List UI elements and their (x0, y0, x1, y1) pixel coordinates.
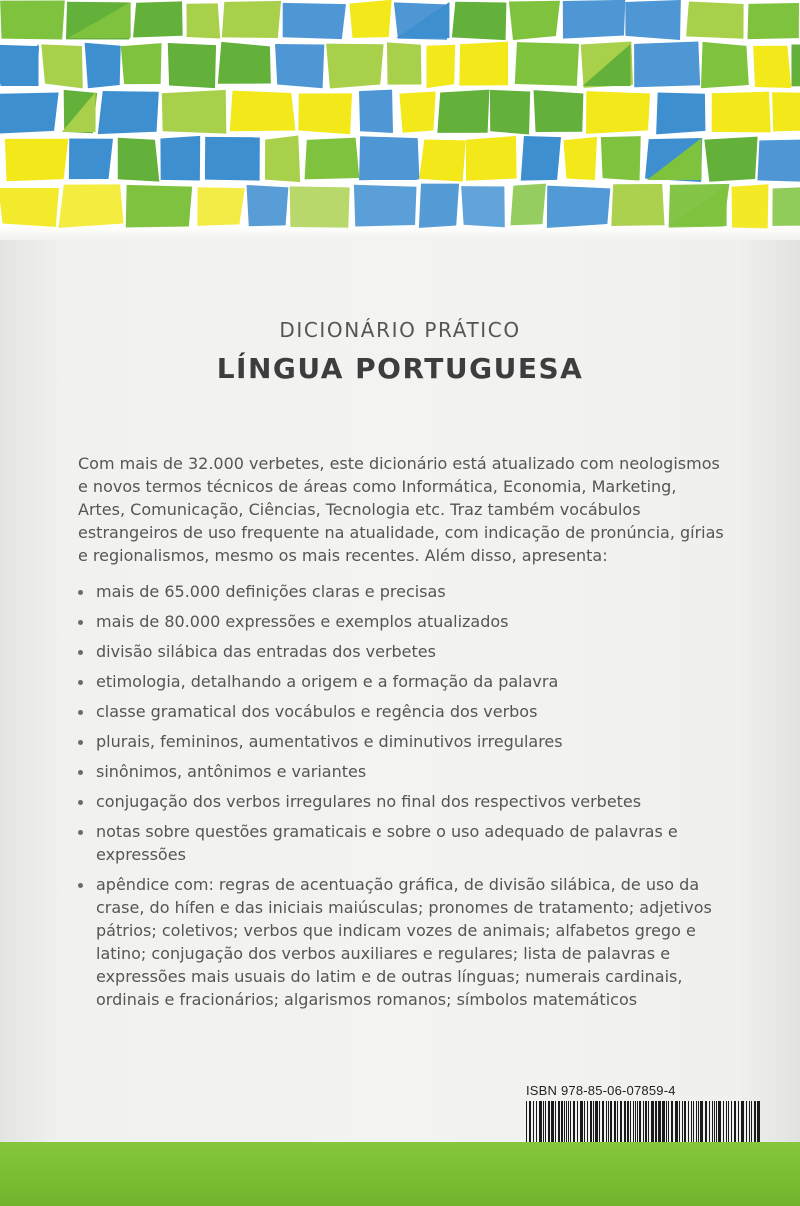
mosaic-tile (197, 187, 245, 226)
bottom-color-band (0, 1142, 800, 1206)
mosaic-tile (490, 90, 530, 135)
mosaic-tile (326, 44, 383, 89)
intro-paragraph: Com mais de 32.000 verbetes, este dicionário está atualizado com neologismos e novos termos técnicos de áreas como Informática, Economia, Marketing, Artes, Comunicação, Ciências, Tecnologia etc. Traz também vocábulos estrangeiros de uso frequente na atualidade, com indicação de pronúncia, gírias e regionalismos, mesmo os mais recentes. Além disso, apresenta: (78, 454, 724, 565)
mosaic-tile (753, 46, 791, 88)
mosaic-tile (563, 0, 626, 39)
mosaic-tile (85, 43, 121, 89)
mosaic-tile (160, 136, 200, 181)
mosaic-tile (186, 3, 220, 38)
features-list (78, 580, 718, 1018)
mosaic-tile (205, 137, 260, 181)
feature-item: apêndice com: regras de acentuação gráfica, de divisão silábica, de uso da crase, do hífen e das iniciais maiúsculas; pronomes de tratamento; adjetivos pátrios; coletivos; verbos que indicam vozes de animais; alfabetos grego e latino; conjugação dos verbos auxiliares e regulares; lista de palavras e expressões mais usuais do latim e de outras línguas; numerais cardinais, ordinais e fracionários; algarismos romanos; símbolos matemáticos (78, 873, 718, 1011)
feature-item: notas sobre questões gramaticais e sobre o uso adequado de palavras e expressões (78, 820, 718, 866)
mosaic-tile (459, 42, 508, 86)
mosaic-tile (466, 136, 517, 181)
mosaic-tile (772, 187, 800, 226)
mosaic-tile (168, 43, 216, 88)
barcode-block (524, 1083, 762, 1143)
feature-item: plurais, femininos, aumentativos e diminutivos irregulares (78, 730, 718, 753)
mosaic-tile (686, 1, 743, 38)
mosaic-tile (121, 43, 162, 84)
mosaic-tile (126, 185, 192, 228)
mosaic-tile (218, 42, 271, 84)
mosaic-tile (563, 137, 597, 180)
mosaic-tile (283, 3, 346, 39)
mosaic-tile (461, 186, 505, 227)
mosaic-tile (704, 137, 757, 182)
feature-item: sinônimos, antônimos e variantes (78, 760, 718, 783)
mosaic-tile (419, 140, 466, 182)
mosaic-tile (0, 188, 59, 227)
mosaic-tile (601, 136, 641, 180)
mosaic-tile (747, 3, 798, 39)
mosaic-tile (510, 184, 546, 226)
mosaic-tile (712, 92, 771, 133)
mosaic-pattern (0, 0, 800, 240)
mosaic-tile (772, 92, 800, 131)
mosaic-tile (427, 45, 456, 88)
mosaic-tile (298, 93, 352, 134)
mosaic-tile (354, 185, 417, 227)
mosaic-tile (247, 185, 289, 226)
mosaic-fade (0, 226, 800, 240)
mosaic-tile (98, 91, 159, 134)
mosaic-tile (547, 186, 610, 228)
mosaic-tile (656, 93, 705, 135)
mosaic-tile (0, 0, 65, 39)
mosaic-tile (419, 184, 459, 228)
mosaic-tile (58, 184, 123, 228)
feature-item: mais de 65.000 definições claras e precisas (78, 580, 718, 603)
mosaic-tile (534, 90, 584, 132)
mosaic-tile (290, 186, 350, 227)
dictionary-subtitle: DICIONÁRIO PRÁTICO (279, 318, 521, 342)
mosaic-tile (133, 1, 183, 37)
feature-item: mais de 80.000 expressões e exemplos atualizados (78, 610, 718, 633)
mosaic-tile (162, 90, 227, 134)
mosaic-tile (275, 44, 324, 88)
mosaic-tile (509, 1, 560, 40)
mosaic-tile (625, 0, 681, 40)
feature-item: conjugação dos verbos irregulares no final dos respectivos verbetes (78, 790, 718, 813)
feature-item: etimologia, detalhando a origem e a formação da palavra (78, 670, 718, 693)
mosaic-tile (222, 1, 281, 38)
mosaic-tile (349, 0, 391, 38)
mosaic-tile (452, 2, 507, 40)
isbn-number: ISBN 978-85-06-07859-4 (526, 1083, 676, 1098)
mosaic-tile (437, 90, 489, 133)
mosaic-tile (359, 90, 393, 133)
feature-item: divisão silábica das entradas dos verbetes (78, 640, 718, 663)
mosaic-tile (69, 139, 113, 180)
mosaic-tile (399, 92, 435, 133)
mosaic-tile (611, 184, 664, 226)
mosaic-tile (265, 136, 300, 183)
mosaic-tile (230, 91, 296, 132)
mosaic-tile (586, 91, 650, 134)
mosaic-tile (732, 184, 769, 228)
mosaic-tile (634, 42, 700, 88)
mosaic-tile (118, 138, 160, 182)
mosaic-tile (387, 42, 422, 84)
mosaic-tile (515, 42, 579, 86)
dictionary-title: LÍNGUA PORTUGUESA (216, 352, 584, 385)
mosaic-tile (305, 138, 360, 180)
mosaic-tile (41, 44, 83, 88)
mosaic-tile (5, 139, 69, 181)
feature-item: classe gramatical dos vocábulos e regência dos verbos (78, 700, 718, 723)
mosaic-tile (701, 42, 749, 88)
mosaic-tile (521, 136, 561, 181)
mosaic-tile (0, 93, 59, 134)
mosaic-tile (791, 44, 800, 86)
mosaic-tile (757, 139, 800, 182)
